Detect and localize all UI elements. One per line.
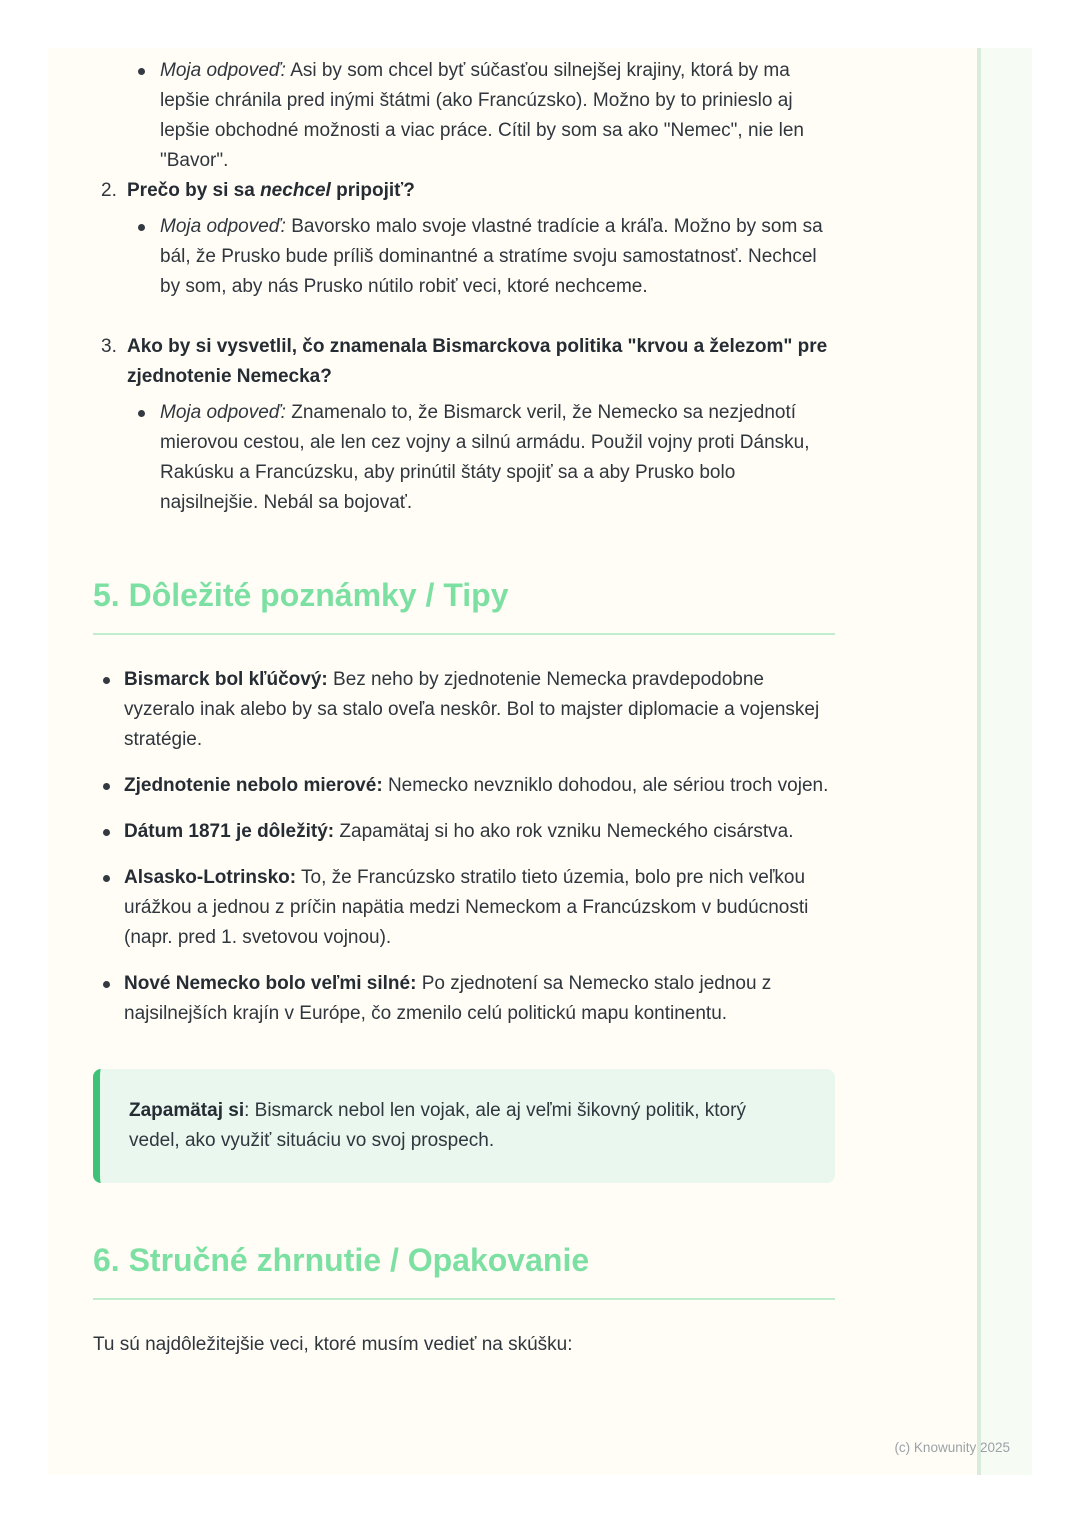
important-notes-list	[93, 665, 835, 1029]
note-text: Bez neho by zjednotenie Nemecka pravdepodobne vyzeralo inak alebo by sa stalo oveľa neskôr. Bol to majster diplomacie a vojenskej stratégie.	[124, 669, 820, 750]
question-2-bold-prefix: Prečo by si sa	[127, 180, 255, 201]
answer-label: Moja odpoveď:	[160, 216, 286, 237]
note-content	[48, 48, 835, 1360]
answer-text: Bavorsko malo svoje vlastné tradície a kráľa. Možno by som sa bál, že Prusko bude príliš dominantné a stratíme svoju samostatnosť. Nechcel by som, aby nás Prusko nútilo robiť veci, ktoré nechceme.	[160, 216, 823, 297]
question-2-number: 2.	[101, 180, 117, 201]
section-5-heading: 5. Dôležité poznámky / Tipy	[93, 577, 509, 613]
note-bold-lead: Nové Nemecko bolo veľmi silné:	[124, 973, 417, 994]
list-item	[93, 817, 835, 847]
right-gutter-strip	[981, 48, 1032, 1475]
question-2-title	[93, 176, 835, 206]
answer-label: Moja odpoveď:	[160, 402, 286, 423]
question2-answer-list	[93, 212, 835, 302]
list-item	[93, 969, 835, 1029]
question-item-2	[93, 176, 835, 302]
answer-text: Znamenalo to, že Bismarck veril, že Nemecko sa nezjednotí mierovou cestou, ale len cez vojny a silnú armádu. Použil vojny proti Dánsku, Rakúsku a Francúzsku, aby prinútil štáty spojiť sa a aby Prusko bolo najsilnejšie. Nebál sa bojovať.	[160, 402, 810, 513]
note-bold-lead: Bismarck bol kľúčový:	[124, 669, 328, 690]
right-accent-line	[977, 48, 981, 1475]
question-3-text: Ako by si vysvetlil, čo znamenala Bismarckova politika "krvou a železom" pre zjednotenie Nemecka?	[127, 336, 828, 387]
note-text: Nemecko nevzniklo dohodou, ale sériou troch vojen.	[387, 775, 829, 796]
question3-answer-list	[93, 398, 835, 518]
note-text: To, že Francúzsko stratilo tieto územia, bolo pre nich veľkou urážkou a jednou z príčin napätia medzi Nemeckom a Francúzskom v budúcnosti (napr. pred 1. svetovou vojnou).	[124, 867, 809, 948]
question-3-number: 3.	[101, 336, 117, 357]
section-6-divider	[93, 1298, 835, 1300]
question-item-3	[93, 332, 835, 518]
list-item	[93, 771, 835, 801]
question-2-italic-word: nechcel	[260, 180, 331, 201]
note-text: Zapamätaj si ho ako rok vzniku Nemeckého cisárstva.	[339, 821, 794, 842]
copyright-credit: (c) Knowunity 2025	[894, 1440, 1010, 1455]
question-3-title	[93, 332, 835, 392]
answer-label: Moja odpoveď:	[160, 60, 286, 81]
list-item	[93, 863, 835, 953]
answer-item	[93, 212, 835, 302]
note-text: Po zjednotení sa Nemecko stalo jednou z najsilnejších krajín v Európe, čo zmenilo celú politickú mapu kontinentu.	[124, 973, 772, 1024]
question-2-bold-suffix: pripojiť?	[336, 180, 415, 201]
note-bold-lead: Alsasko-Lotrinsko:	[124, 867, 297, 888]
question1-answer-list	[93, 56, 835, 176]
note-bold-lead: Dátum 1871 je dôležitý:	[124, 821, 335, 842]
list-item	[93, 665, 835, 755]
note-sheet	[48, 48, 1032, 1475]
answer-item	[93, 56, 835, 176]
answer-item	[93, 398, 835, 518]
section-5-divider	[93, 633, 835, 635]
callout-bold-lead: Zapamätaj si	[129, 1100, 245, 1121]
remember-callout	[93, 1069, 835, 1183]
answer-text: Asi by som chcel byť súčasťou silnejšej krajiny, ktorá by ma lepšie chránila pred inými štátmi (ako Francúzsko). Možno by to prinieslo aj lepšie obchodné možnosti a viac práce. Cítil by som sa ako "Nemec", nie len "Bavor".	[160, 60, 804, 171]
summary-intro: Tu sú najdôležitejšie veci, ktoré musím vedieť na skúšku:	[93, 1334, 573, 1355]
note-bold-lead: Zjednotenie nebolo mierové:	[124, 775, 383, 796]
callout-text: : Bismarck nebol len vojak, ale aj veľmi šikovný politik, ktorý vedel, ako využiť situáciu vo svoj prospech.	[129, 1100, 746, 1151]
section-6-heading: 6. Stručné zhrnutie / Opakovanie	[93, 1242, 590, 1278]
